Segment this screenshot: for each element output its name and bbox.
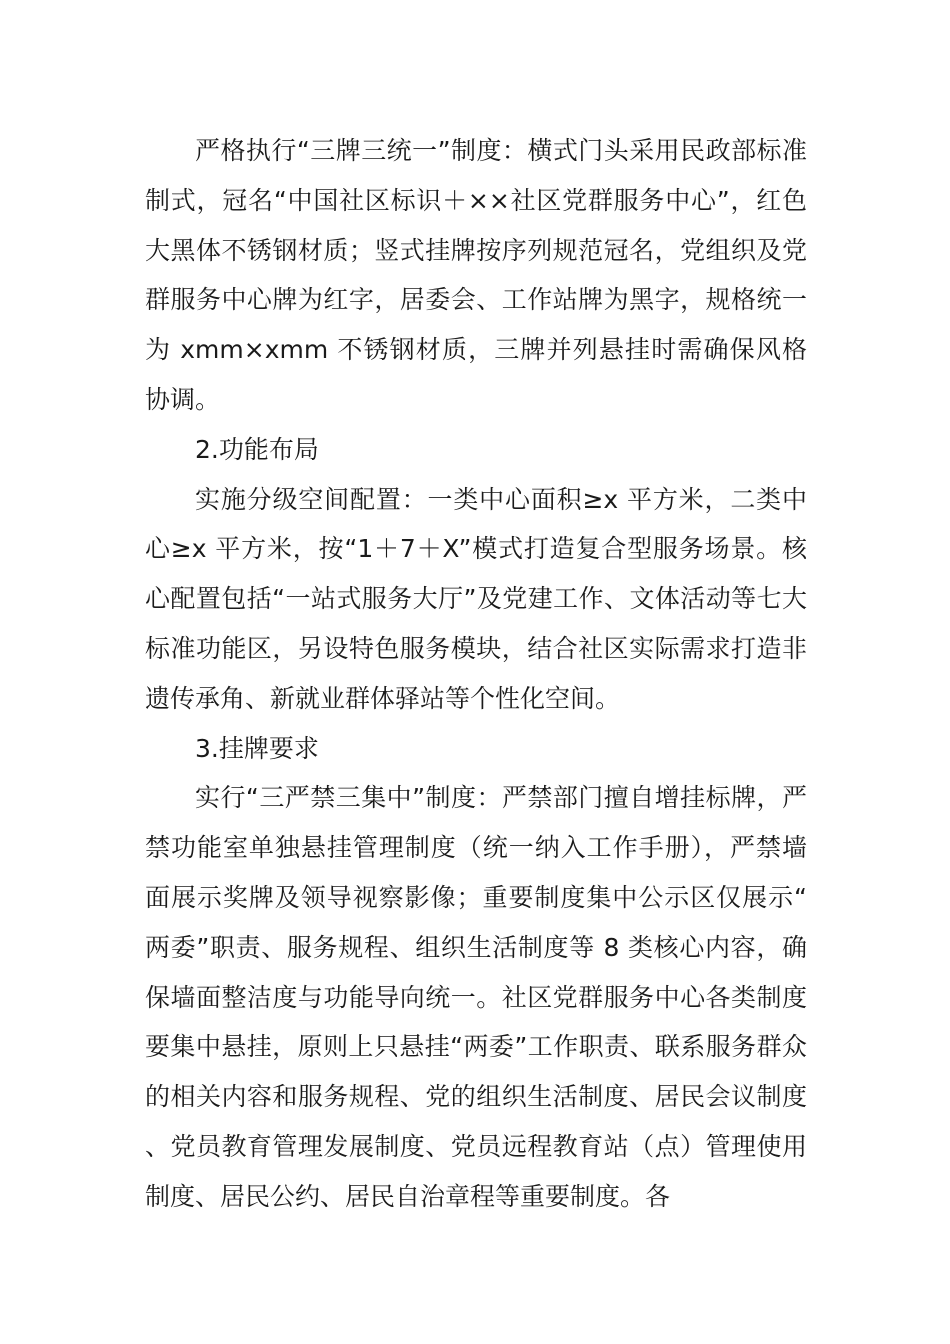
- document-page: [145, 126, 807, 1222]
- paragraph-signage-rules: 严格执行“三牌三统一”制度：横式门头采用民政部标准制式，冠名“中国社区标识＋××社区党群服务中心”，红色大黑体不锈钢材质；竖式挂牌按序列规范冠名，党组织及党群服务中心牌为红字，居委会、工作站牌为黑字，规格统一为 xmm×xmm 不锈钢材质，三牌并列悬挂时需确保风格协调。: [145, 136, 807, 414]
- section-heading-signage-requirements: 3.挂牌要求: [195, 733, 319, 763]
- paragraph-three-prohibitions: 实行“三严禁三集中”制度：严禁部门擅自增挂标牌，严禁功能室单独悬挂管理制度（统一纳入工作手册），严禁墙面展示奖牌及领导视察影像；重要制度集中公示区仅展示“两委”职责、服务规程、组织生活制度等 8 类核心内容，确保墙面整洁度与功能导向统一。社区党群服务中心各类制度要集中悬挂，原则上只悬挂“两委”工作职责、联系服务群众的相关内容和服务规程、党的组织生活制度、居民会议制度、党员教育管理发展制度、党员远程教育站（点）管理使用制度、居民公约、居民自治章程等重要制度。各: [145, 783, 807, 1211]
- section-heading-function-layout: 2.功能布局: [195, 434, 319, 464]
- paragraph-space-configuration: 实施分级空间配置：一类中心面积≥x 平方米，二类中心≥x 平方米，按“1＋7＋X”模式打造复合型服务场景。核心配置包括“一站式服务大厅”及党建工作、文体活动等七大标准功能区，另设特色服务模块，结合社区实际需求打造非遗传承角、新就业群体驿站等个性化空间。: [145, 484, 807, 713]
